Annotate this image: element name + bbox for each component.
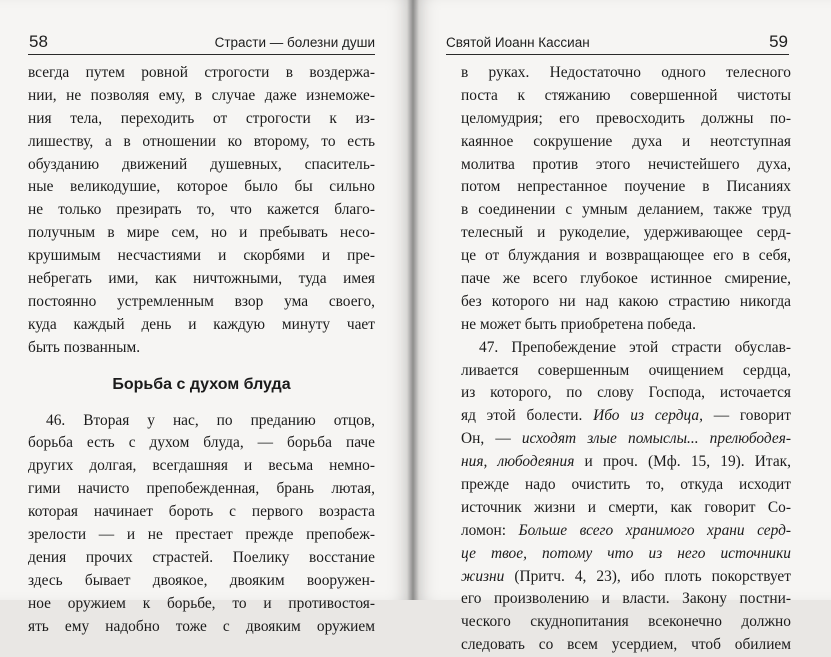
left-page-header <box>28 30 375 55</box>
text-line: следовать со всем усердием, чтоб обилием <box>461 636 791 654</box>
text-line: без которого ни над какою страстию никогда <box>461 292 791 310</box>
text-line: здесь бывает двоякое, двояким вооружен- <box>28 571 375 589</box>
text-line: куда каждый день и каждую минуту чает <box>28 315 375 333</box>
running-title-right: Святой Иоанн Кассиан <box>446 35 590 50</box>
italic-quote: це твое, потому что из него источники <box>461 544 791 562</box>
text-line: целомудрия; его превосходить должны по- <box>461 109 791 127</box>
running-title-left: Страсти — болезни души <box>214 35 375 50</box>
book-spine-gutter <box>407 0 419 600</box>
text-line: из которого, по слову Господа, источается <box>461 384 791 402</box>
text-line: других долгая, всегдашняя и весьма немно- <box>28 457 375 475</box>
text-line: в соединении с умным деланием, также труд <box>461 201 791 219</box>
text-line: телесный и рукоделие, удерживающее серд- <box>461 224 791 242</box>
text-line: борьба есть с духом блуда, — борьба паче <box>28 434 375 452</box>
text-run: яд этой болести. <box>461 407 594 425</box>
text-run: и проч. (Мф. 15, 19). Итак, <box>574 453 791 471</box>
text-line <box>461 543 791 566</box>
text-line: ческого скуднопитания всеконечно должно <box>461 613 791 631</box>
text-line <box>461 405 791 428</box>
text-line: 46. Вторая у нас, по преданию отцов, <box>46 411 375 429</box>
text-line: крушимым несчастиями и скорбями и пре- <box>28 247 375 265</box>
left-page-body <box>28 62 375 638</box>
right-page <box>413 0 831 654</box>
text-line <box>461 520 791 543</box>
text-line: молитва против этого нечистейшего духа, <box>461 155 791 173</box>
text-line: дения прочих страстей. Поелику восстание <box>28 548 375 566</box>
text-line: всегда путем ровной строгости в воздержа- <box>28 64 375 81</box>
text-line: паче же всего глубокое истинное смирение, <box>461 270 791 288</box>
page-number-right: 59 <box>769 32 788 51</box>
text-line: поста к стяжанию совершенной чистоты <box>461 86 791 104</box>
text-line: 47. Препобеждение этой страсти обуслав- <box>479 338 791 356</box>
text-line <box>461 428 791 451</box>
text-run: ломон: <box>461 521 519 539</box>
left-page <box>0 0 413 635</box>
text-run: — говорит <box>702 407 791 425</box>
text-line: гими начисто препобежденная, брань лютая, <box>28 480 375 498</box>
text-line: в руках. Недостаточно одного телесного <box>461 64 791 81</box>
right-page-body <box>461 62 791 657</box>
text-line: которая начинает бороть с первого возраста <box>28 503 375 521</box>
italic-quote: жизни <box>461 567 505 585</box>
text-line: прежде надо очистить то, откуда исходит <box>461 476 791 494</box>
text-line: ять ему надобно тоже с двояким оружием <box>28 617 375 635</box>
italic-quote: Ибо из сердца, <box>593 407 703 425</box>
text-line: получным в мире сем, но и пребывать несо- <box>28 224 375 242</box>
text-run: (Притч. 4, 23), ибо плоть покорствует <box>504 567 791 585</box>
text-line: це от блуждания и возвращающее его в себя, <box>461 247 791 265</box>
text-line: нии, не позволяя ему, в случае даже изнеможе- <box>28 86 375 104</box>
text-line: источник жизни и смерти, как говорит Со- <box>461 498 791 516</box>
text-line: ливается совершенным очищением сердца, <box>461 361 791 379</box>
text-line: потом непрестанное поучение в Писаниях <box>461 178 791 196</box>
text-line: каянное сокрушение духа и неотступная <box>461 132 791 150</box>
text-line: не только презирать то, что кажется благо- <box>28 201 375 219</box>
text-line: обузданию движений душевных, спаситель- <box>28 155 375 173</box>
text-line: ное оружием к борьбе, то и противостоя- <box>28 594 375 612</box>
text-line: небрегать ими, как ничтожными, туда имея <box>28 270 375 288</box>
text-line: быть позванным. <box>28 338 141 356</box>
text-line: ния тела, переходить от строгости к из- <box>28 109 375 127</box>
section-heading: Борьба с духом блуда <box>112 375 291 393</box>
text-line: постоянно устремленным взор ума своего, <box>28 292 375 310</box>
text-line: его произволению и власти. Закону постни- <box>461 590 791 608</box>
text-run: Он, — <box>461 430 522 448</box>
right-page-header <box>446 30 789 55</box>
text-line <box>461 566 791 589</box>
text-line: лишеству, а в отношении ко второму, то есть <box>28 132 375 150</box>
text-line: ные великодушие, которое было бы сильно <box>28 178 375 196</box>
text-line <box>461 451 791 474</box>
italic-quote: исходят злые помыслы... прелюбодея- <box>521 430 791 448</box>
page-number-left: 58 <box>29 32 48 51</box>
italic-quote: ния, любодеяния <box>461 453 575 471</box>
italic-quote: Больше всего хранимого храни серд- <box>518 521 791 539</box>
text-line: зрелости — и не престает прежде препобеж- <box>28 526 375 544</box>
text-line: не может быть приобретена победа. <box>461 315 696 333</box>
